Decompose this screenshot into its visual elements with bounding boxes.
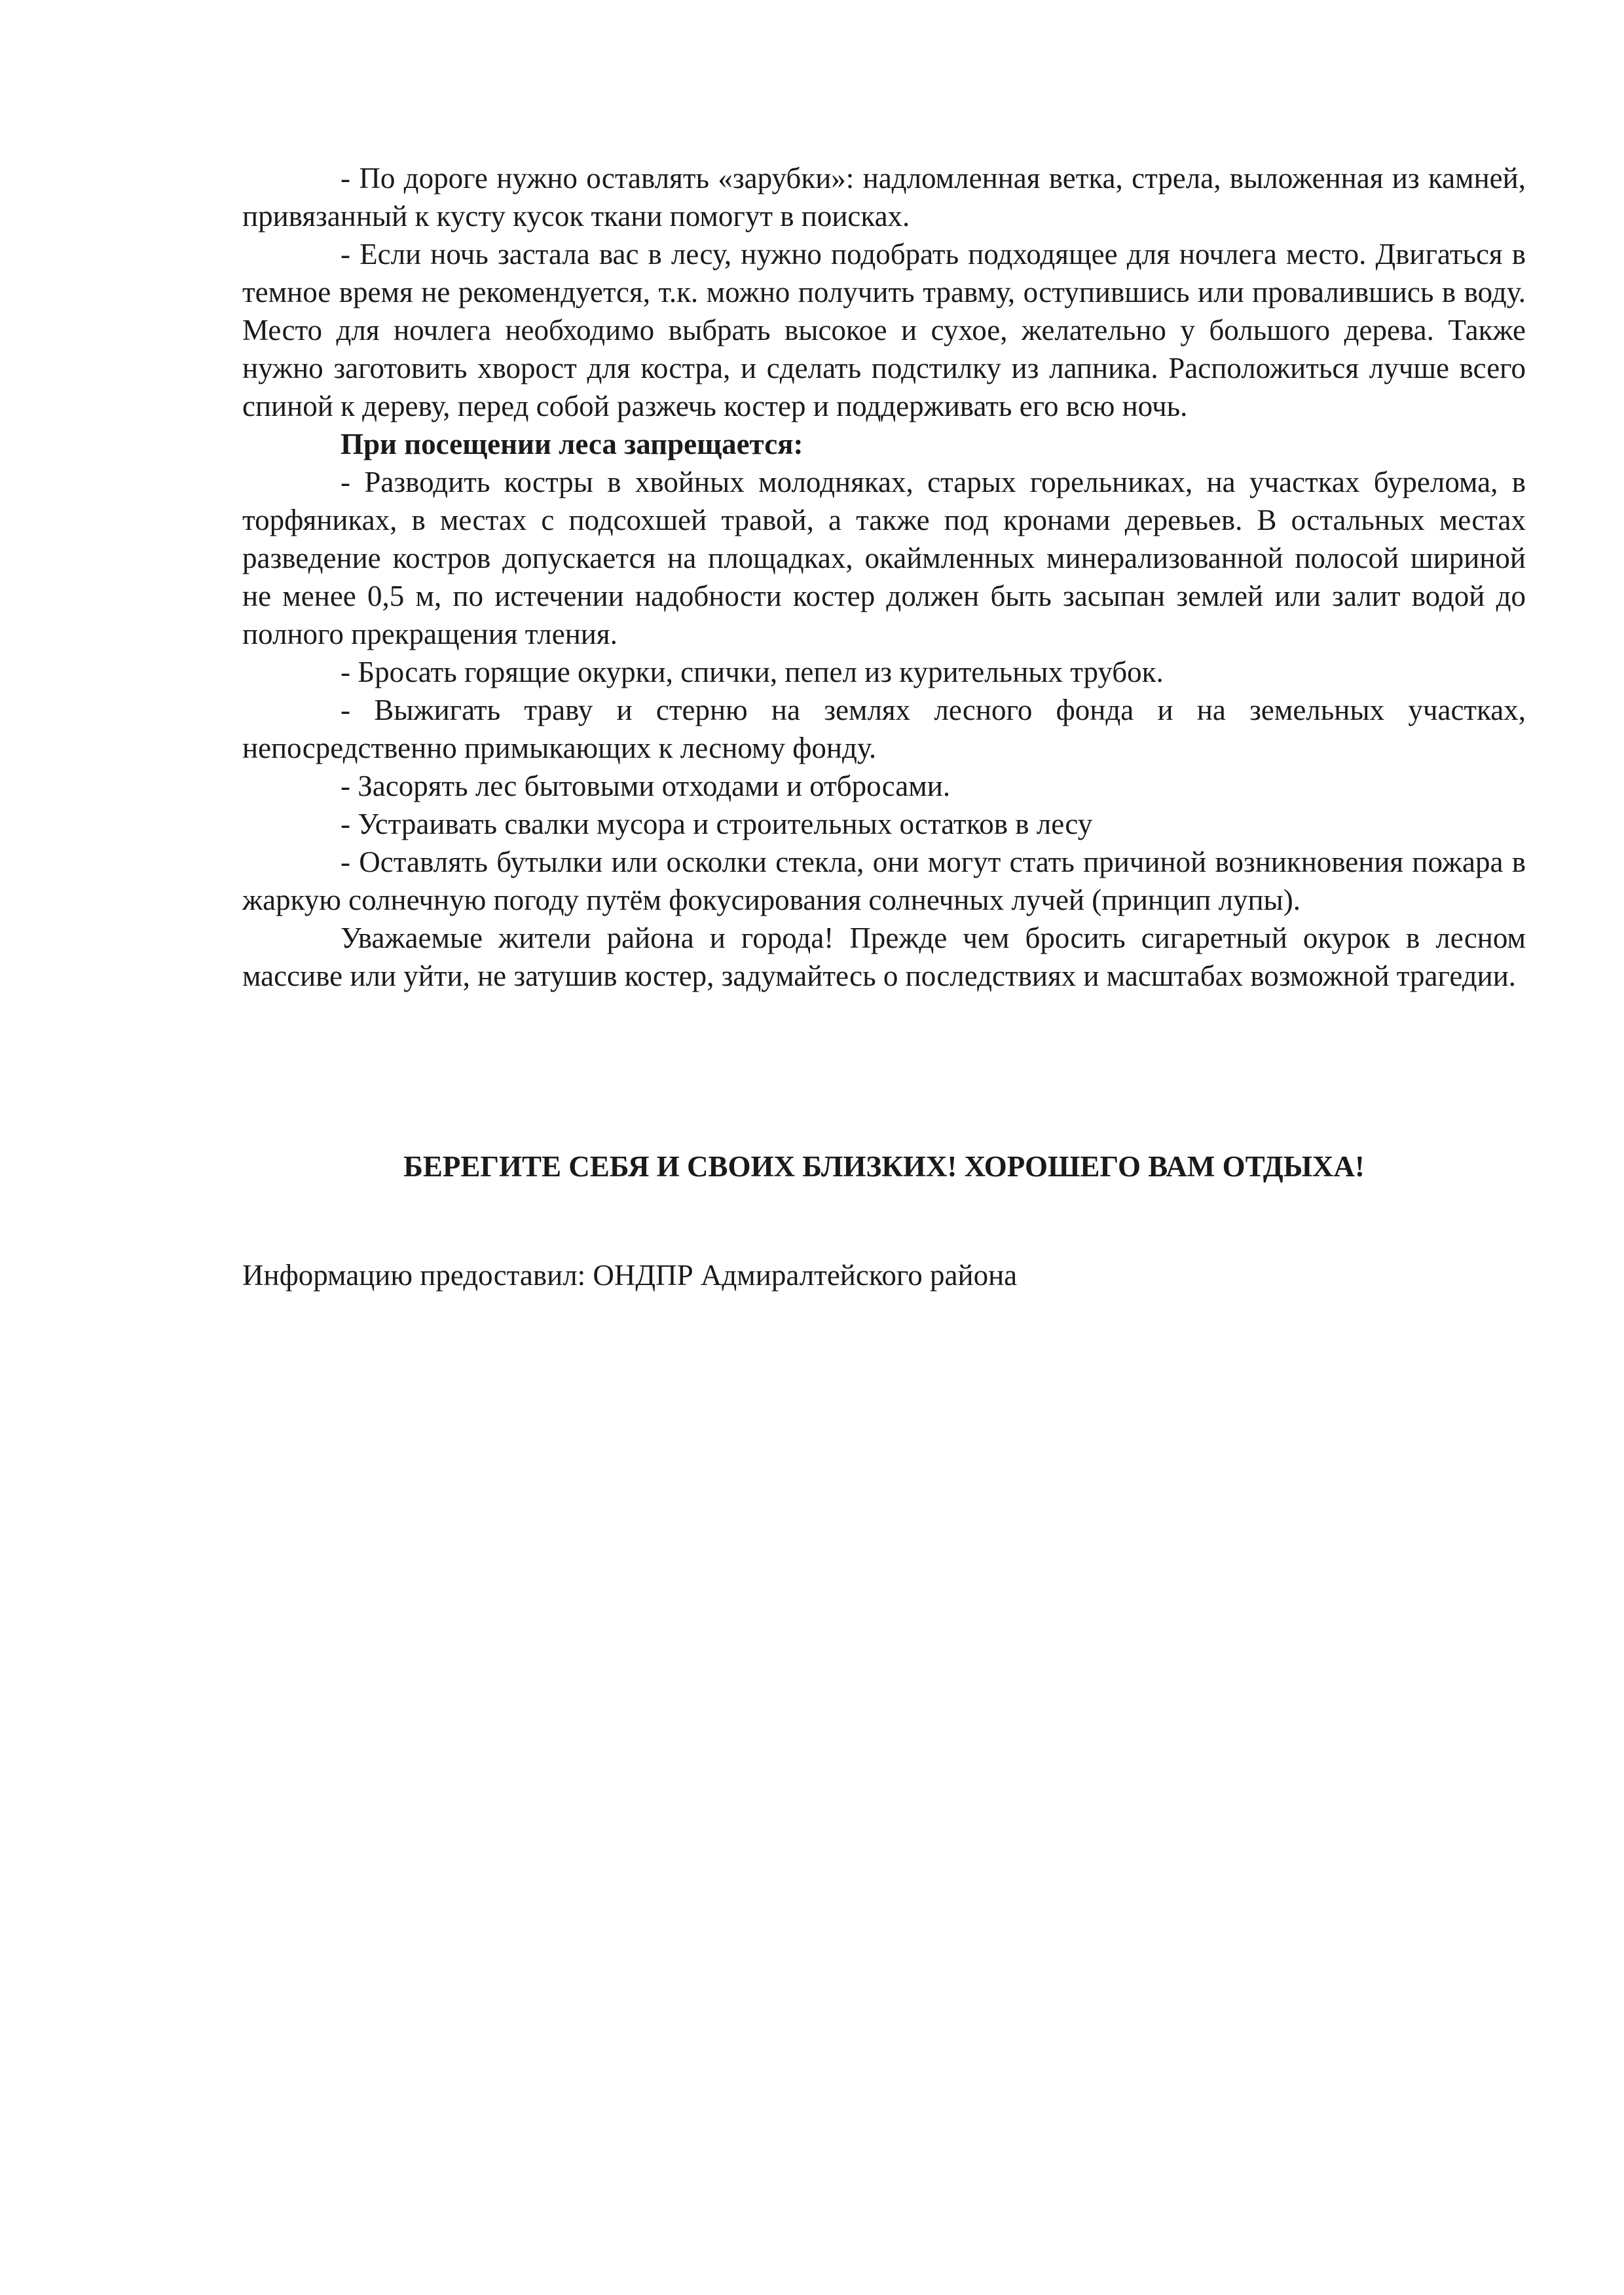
prohibition-heading: При посещении леса запрещается: [341,428,803,460]
prohibition-item-cigarettes: - Бросать горящие окурки, спички, пепел из курительных трубок. [341,656,1164,688]
prohibition-item-burning-grass: - Выжигать траву и стерню на землях лесного фонда и на земельных участках, непосредственно примыкающих к лесному фонду. [242,694,1526,764]
prohibition-item-glass: - Оставлять бутылки или осколки стекла, они могут стать причиной возникновения пожара в жаркую солнечную погоду путём фокусирования солнечных лучей (принцип лупы). [242,846,1526,916]
paragraph-night-in-forest: - Если ночь застала вас в лесу, нужно подобрать подходящее для ночлега место. Двигаться в темное время не рекомендуется, т.к. можно получить травму, оступившись или провалившись в воду. Место для ночлега необходимо выбрать высокое и сухое, желательно у большого дерева. Также нужно заготовить хворост для костра, и сделать подстилку из лапника. Расположиться лучше всего спиной к дереву, перед собой разжечь костер и поддерживать его всю ночь. [242,238,1526,422]
slogan: БЕРЕГИТЕ СЕБЯ И СВОИХ БЛИЗКИХ! ХОРОШЕГО ВАМ ОТДЫХА! [403,1150,1365,1183]
document-body [242,159,1526,995]
prohibition-item-fires: - Разводить костры в хвойных молодняках, старых горельниках, на участках бурелома, в торфяниках, в местах с подсохшей травой, а также под кронами деревьев. В остальных местах разведение костров допускается на площадках, окаймленных минерализованной полосой шириной не менее 0,5 м, по истечении надобности костер должен быть засыпан землей или залит водой до полного прекращения тления. [242,466,1526,650]
prohibition-item-dumps: - Устраивать свалки мусора и строительных остатков в лесу [341,808,1093,840]
appeal-paragraph: Уважаемые жители района и города! Прежде чем бросить сигаретный окурок в лесном массиве или уйти, не затушив костер, задумайтесь о последствиях и масштабах возможной трагедии. [242,922,1526,992]
paragraph-markers: - По дороге нужно оставлять «зарубки»: надломленная ветка, стрела, выложенная из камней, привязанный к кусту кусок ткани помогут в поисках. [242,162,1526,233]
prohibition-item-litter: - Засорять лес бытовыми отходами и отбросами. [341,770,951,802]
footer-source: Информацию предоставил: ОНДПР Адмиралтейского района [242,1259,1018,1292]
